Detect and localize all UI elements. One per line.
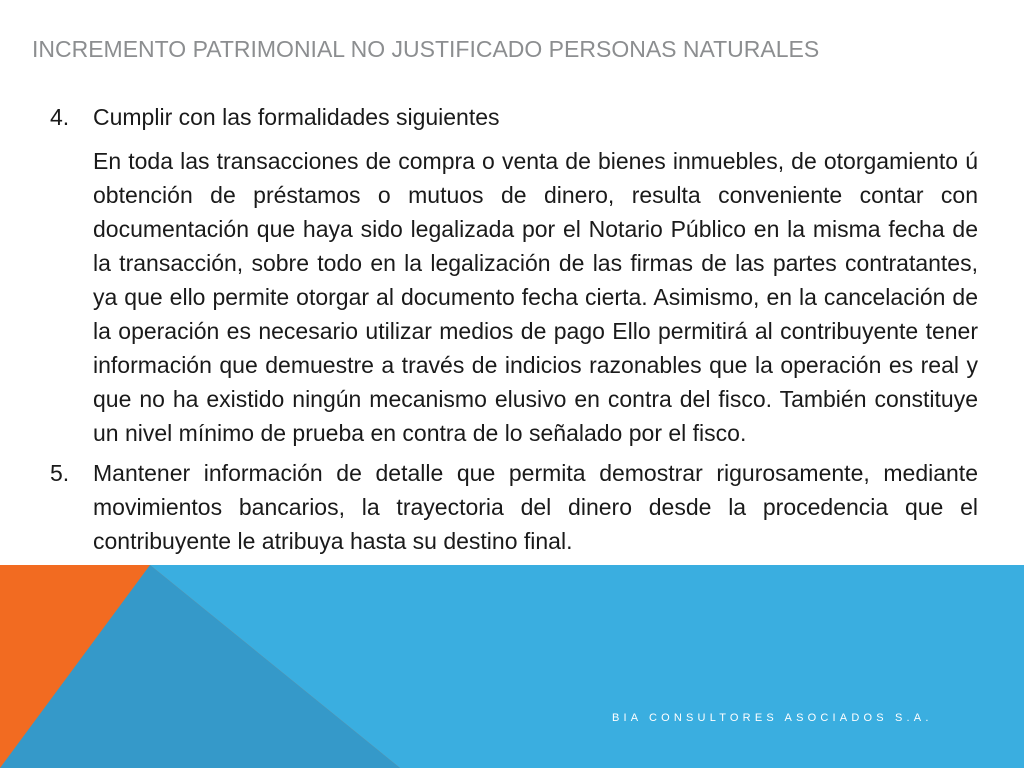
slide-content	[50, 100, 978, 558]
list-item-heading: Mantener información de detalle que permita demostrar rigurosamente, mediante movimientos bancarios, la trayectoria del dinero desde la procedencia que el contribuyente le atribuya hasta su destino final.	[93, 460, 978, 554]
page-title: INCREMENTO PATRIMONIAL NO JUSTIFICADO PERSONAS NATURALES	[32, 36, 820, 62]
list-item-paragraph: En toda las transacciones de compra o venta de bienes inmuebles, de otorgamiento ú obtención de préstamos o mutuos de dinero, resulta conveniente contar con documentación que haya sido legalizada por el Notario Público en la misma fecha de la transacción, sobre todo en la legalización de las firmas de las partes contratantes, ya que ello permite otorgar al documento fecha cierta. Asimismo, en la cancelación de la operación es necesario utilizar medios de pago Ello permitirá al contribuyente tener información que demuestre a través de indicios razonables que la operación es real y que no ha existido ningún mecanismo elusivo en contra del fisco. También constituye un nivel mínimo de prueba en contra de lo señalado por el fisco.	[93, 148, 978, 446]
list-number: 5.	[50, 460, 70, 486]
list-item-heading: Cumplir con las formalidades siguientes	[93, 104, 500, 130]
footer-company-name: BIA CONSULTORES ASOCIADOS S.A.	[612, 712, 933, 724]
list-number: 4.	[50, 104, 70, 130]
list-item-4	[50, 100, 978, 134]
list-item-5	[50, 456, 978, 558]
